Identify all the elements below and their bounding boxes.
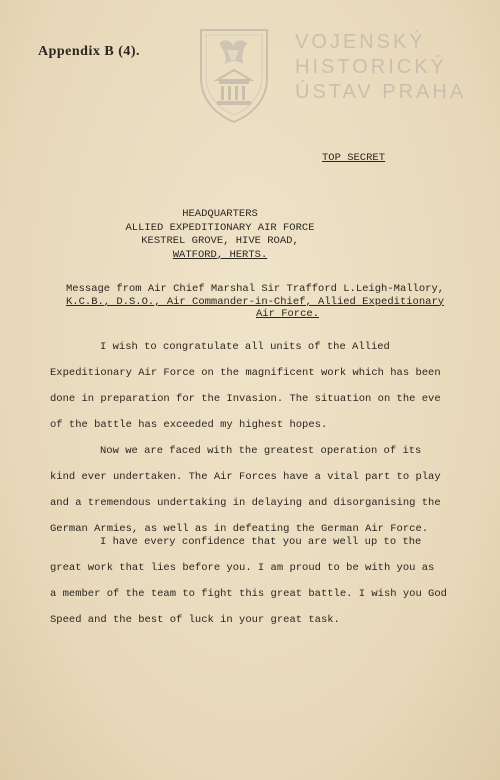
headquarters-address [120,208,320,262]
classification-label: TOP SECRET [322,152,386,164]
address-line: ALLIED EXPEDITIONARY AIR FORCE [125,221,315,234]
paragraph-line: kind ever undertaken. The Air Forces have a vital part to play [50,471,441,483]
crest-watermark-icon [197,26,271,124]
body-paragraph-1 [50,334,470,438]
paragraph-line: done in preparation for the Invasion. The situation on the eve [50,393,441,405]
paragraph-line: Now we are faced with the greatest operation of its [100,445,422,457]
address-line: KESTREL GROVE, HIVE ROAD, [141,235,299,247]
institute-watermark-text [295,30,466,105]
message-heading [66,283,445,321]
watermark-line: ÚSTAV PRAHA [295,81,467,103]
watermark-line: HISTORICKÝ [295,56,447,78]
paragraph-line: great work that lies before you. I am proud to be with you as [50,562,435,574]
message-heading-line: K.C.B., D.S.O., Air Commander-in-Chief, Allied Expeditionary [66,295,445,308]
paragraph-line: I wish to congratulate all units of the Allied [100,341,390,353]
paragraph-line: I have every confidence that you are well up to the [100,536,422,548]
body-paragraph-2 [50,438,470,542]
paragraph-line: of the battle has exceeded my highest hopes. [50,419,328,431]
paragraph-line: Expeditionary Air Force on the magnificent work which has been [50,367,441,379]
paragraph-line: and a tremendous undertaking in delaying and disorganising the [50,497,441,509]
paragraph-line: a member of the team to fight this great battle. I wish you God [50,588,447,600]
message-heading-line: Message from Air Chief Marshal Sir Trafford L.Leigh-Mallory, [66,283,445,295]
message-heading-line: Air Force. [256,308,320,320]
body-paragraph-3 [50,529,470,633]
watermark-line: VOJENSKÝ [295,31,426,53]
paragraph-line: German Armies, as well as in defeating the German Air Force. [50,523,429,535]
address-line: HEADQUARTERS [182,208,258,220]
paragraph-line: Speed and the best of luck in your great task. [50,614,340,626]
address-line: WATFORD, HERTS. [172,248,268,261]
appendix-label: Appendix B (4). [38,44,141,59]
